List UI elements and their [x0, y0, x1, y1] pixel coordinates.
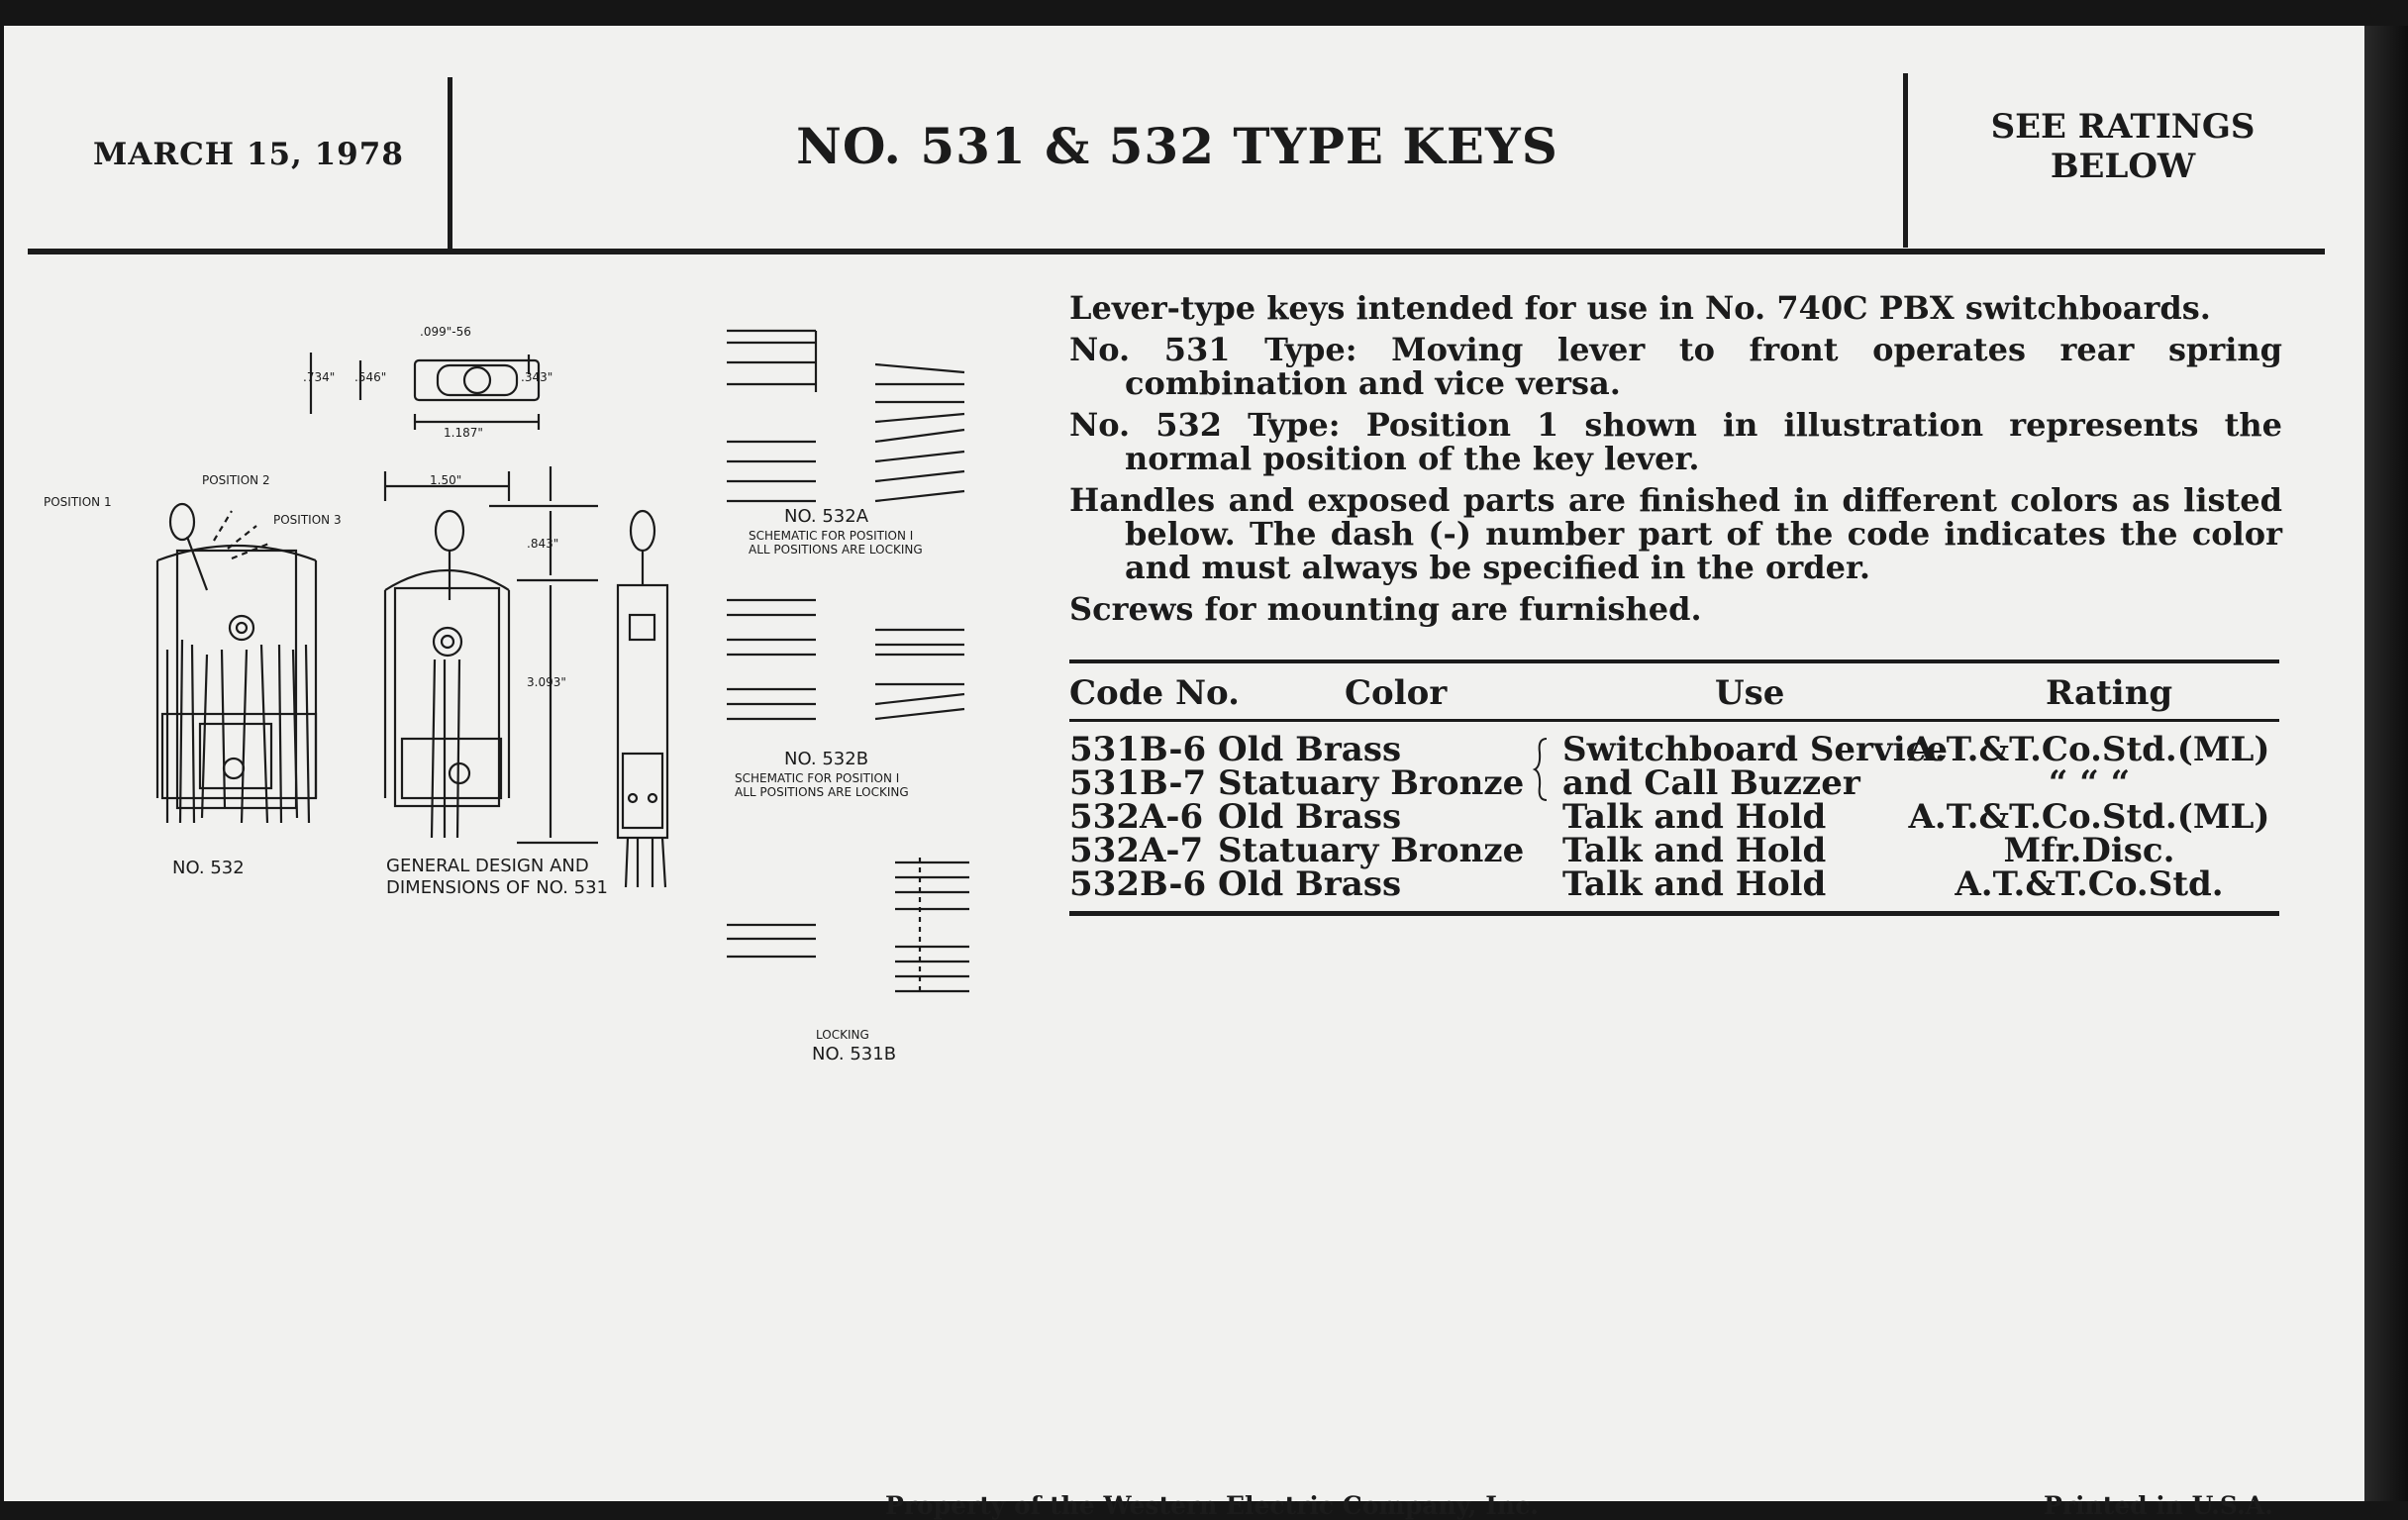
label-locking: LOCKING: [816, 1028, 869, 1042]
dim-734: .734": [303, 370, 336, 384]
table-row-color: Old Brass: [1218, 864, 1402, 904]
description-paragraph: Lever-type keys intended for use in No. 740C PBX switchboards.: [1069, 289, 2211, 327]
description: [1069, 291, 2282, 634]
header-color: Color: [1345, 673, 1448, 713]
header-divider-left: [448, 77, 452, 252]
ratings-note: [1945, 107, 2301, 186]
table-row-rating: A.T.&T.Co.Std.: [1955, 864, 2224, 904]
schematic-531b-lines: [727, 858, 969, 996]
dim-343: .343": [521, 370, 553, 384]
table-row-color: Old Brass: [1218, 730, 1402, 769]
use-brace: [1534, 737, 1548, 802]
ratings-note-line1: SEE RATINGS: [1990, 107, 2256, 147]
header-use: Use: [1715, 673, 1785, 713]
table-header-rule: [1069, 719, 2279, 722]
scan-edge: [2364, 26, 2408, 1501]
ratings-note-line2: BELOW: [2050, 147, 2196, 186]
description-paragraph: Screws for mounting are furnished.: [1069, 590, 1702, 628]
sheet-date: MARCH 15, 1978: [93, 137, 404, 172]
header-rule: [28, 249, 2325, 254]
dim-3093: 3.093": [527, 675, 566, 689]
table-row-use: and Call Buzzer: [1562, 763, 1860, 803]
dim-843: .843": [527, 537, 559, 551]
label-532b-note-1: SCHEMATIC FOR POSITION I: [735, 771, 900, 785]
drawing-lines: [44, 303, 994, 1075]
header-rating: Rating: [2046, 673, 2173, 713]
dim-546: .546": [354, 370, 387, 384]
description-paragraph: No. 531 Type: Moving lever to front operates rear spring combination and vice versa.: [1069, 331, 2282, 402]
table-row-color: Statuary Bronze: [1218, 831, 1525, 870]
table-row-code: 531B-6: [1069, 730, 1207, 769]
table-row-code: 531B-7: [1069, 763, 1207, 803]
schematic-532b-lines: [727, 600, 964, 719]
label-general-design-2: DIMENSIONS OF NO. 531: [386, 877, 608, 898]
table-row-rating: Mfr.Disc.: [2003, 831, 2175, 870]
label-no-531b: NO. 531B: [812, 1044, 897, 1064]
table-row-color: Statuary Bronze: [1218, 763, 1525, 803]
table-row-code: 532A-7: [1069, 831, 1204, 870]
label-532a-note-1: SCHEMATIC FOR POSITION I: [749, 529, 914, 543]
footer-printed: Printed in U.S.A.: [2044, 1491, 2273, 1520]
table-row-use: Talk and Hold: [1562, 797, 1827, 837]
description-paragraph: Handles and exposed parts are finished in different colors as listed below. The dash (-) number part of the code indicates the color and must always be specified in the order.: [1069, 481, 2282, 586]
label-no-532: NO. 532: [172, 858, 245, 878]
table-top-rule: [1069, 659, 2279, 663]
table-row-color: Old Brass: [1218, 797, 1402, 837]
dim-1187: 1.187": [444, 426, 483, 440]
label-532a-note-2: ALL POSITIONS ARE LOCKING: [749, 543, 923, 557]
dim-150: 1.50": [430, 473, 462, 487]
label-no-532a: NO. 532A: [784, 506, 869, 527]
table-row-rating: A.T.&T.Co.Std.(ML): [1908, 797, 2270, 837]
label-no-532b: NO. 532B: [784, 749, 869, 769]
label-position-3: POSITION 3: [273, 513, 342, 527]
label-position-1: POSITION 1: [44, 495, 112, 509]
header-code: Code No.: [1069, 673, 1240, 713]
header-divider-right: [1903, 73, 1908, 248]
label-position-2: POSITION 2: [202, 473, 270, 487]
table-row-use: Switchboard Service: [1562, 730, 1948, 769]
label-532b-note-2: ALL POSITIONS ARE LOCKING: [735, 785, 909, 799]
description-paragraph: No. 532 Type: Position 1 shown in illustration represents the normal position of the key lever.: [1069, 406, 2282, 477]
dim-099: .099"-56: [420, 325, 471, 339]
key-drawings: [44, 303, 994, 1075]
spec-sheet: [4, 26, 2364, 1520]
table-row-rating: A.T.&T.Co.Std.(ML): [1908, 730, 2270, 769]
table-bottom-rule: [1069, 911, 2279, 916]
table-row-use: Talk and Hold: [1562, 864, 1827, 904]
schematic-532a-lines: [727, 331, 964, 501]
table-row-rating: “ “ “: [2048, 763, 2131, 803]
table-row-use: Talk and Hold: [1562, 831, 1827, 870]
label-general-design-1: GENERAL DESIGN AND: [386, 856, 589, 876]
sheet-title: NO. 531 & 532 TYPE KEYS: [796, 117, 1558, 175]
table-row-code: 532B-6: [1069, 864, 1207, 904]
footer-property: Property of the Western Electric Company, Inc.: [885, 1491, 1540, 1520]
table-row-code: 532A-6: [1069, 797, 1204, 837]
